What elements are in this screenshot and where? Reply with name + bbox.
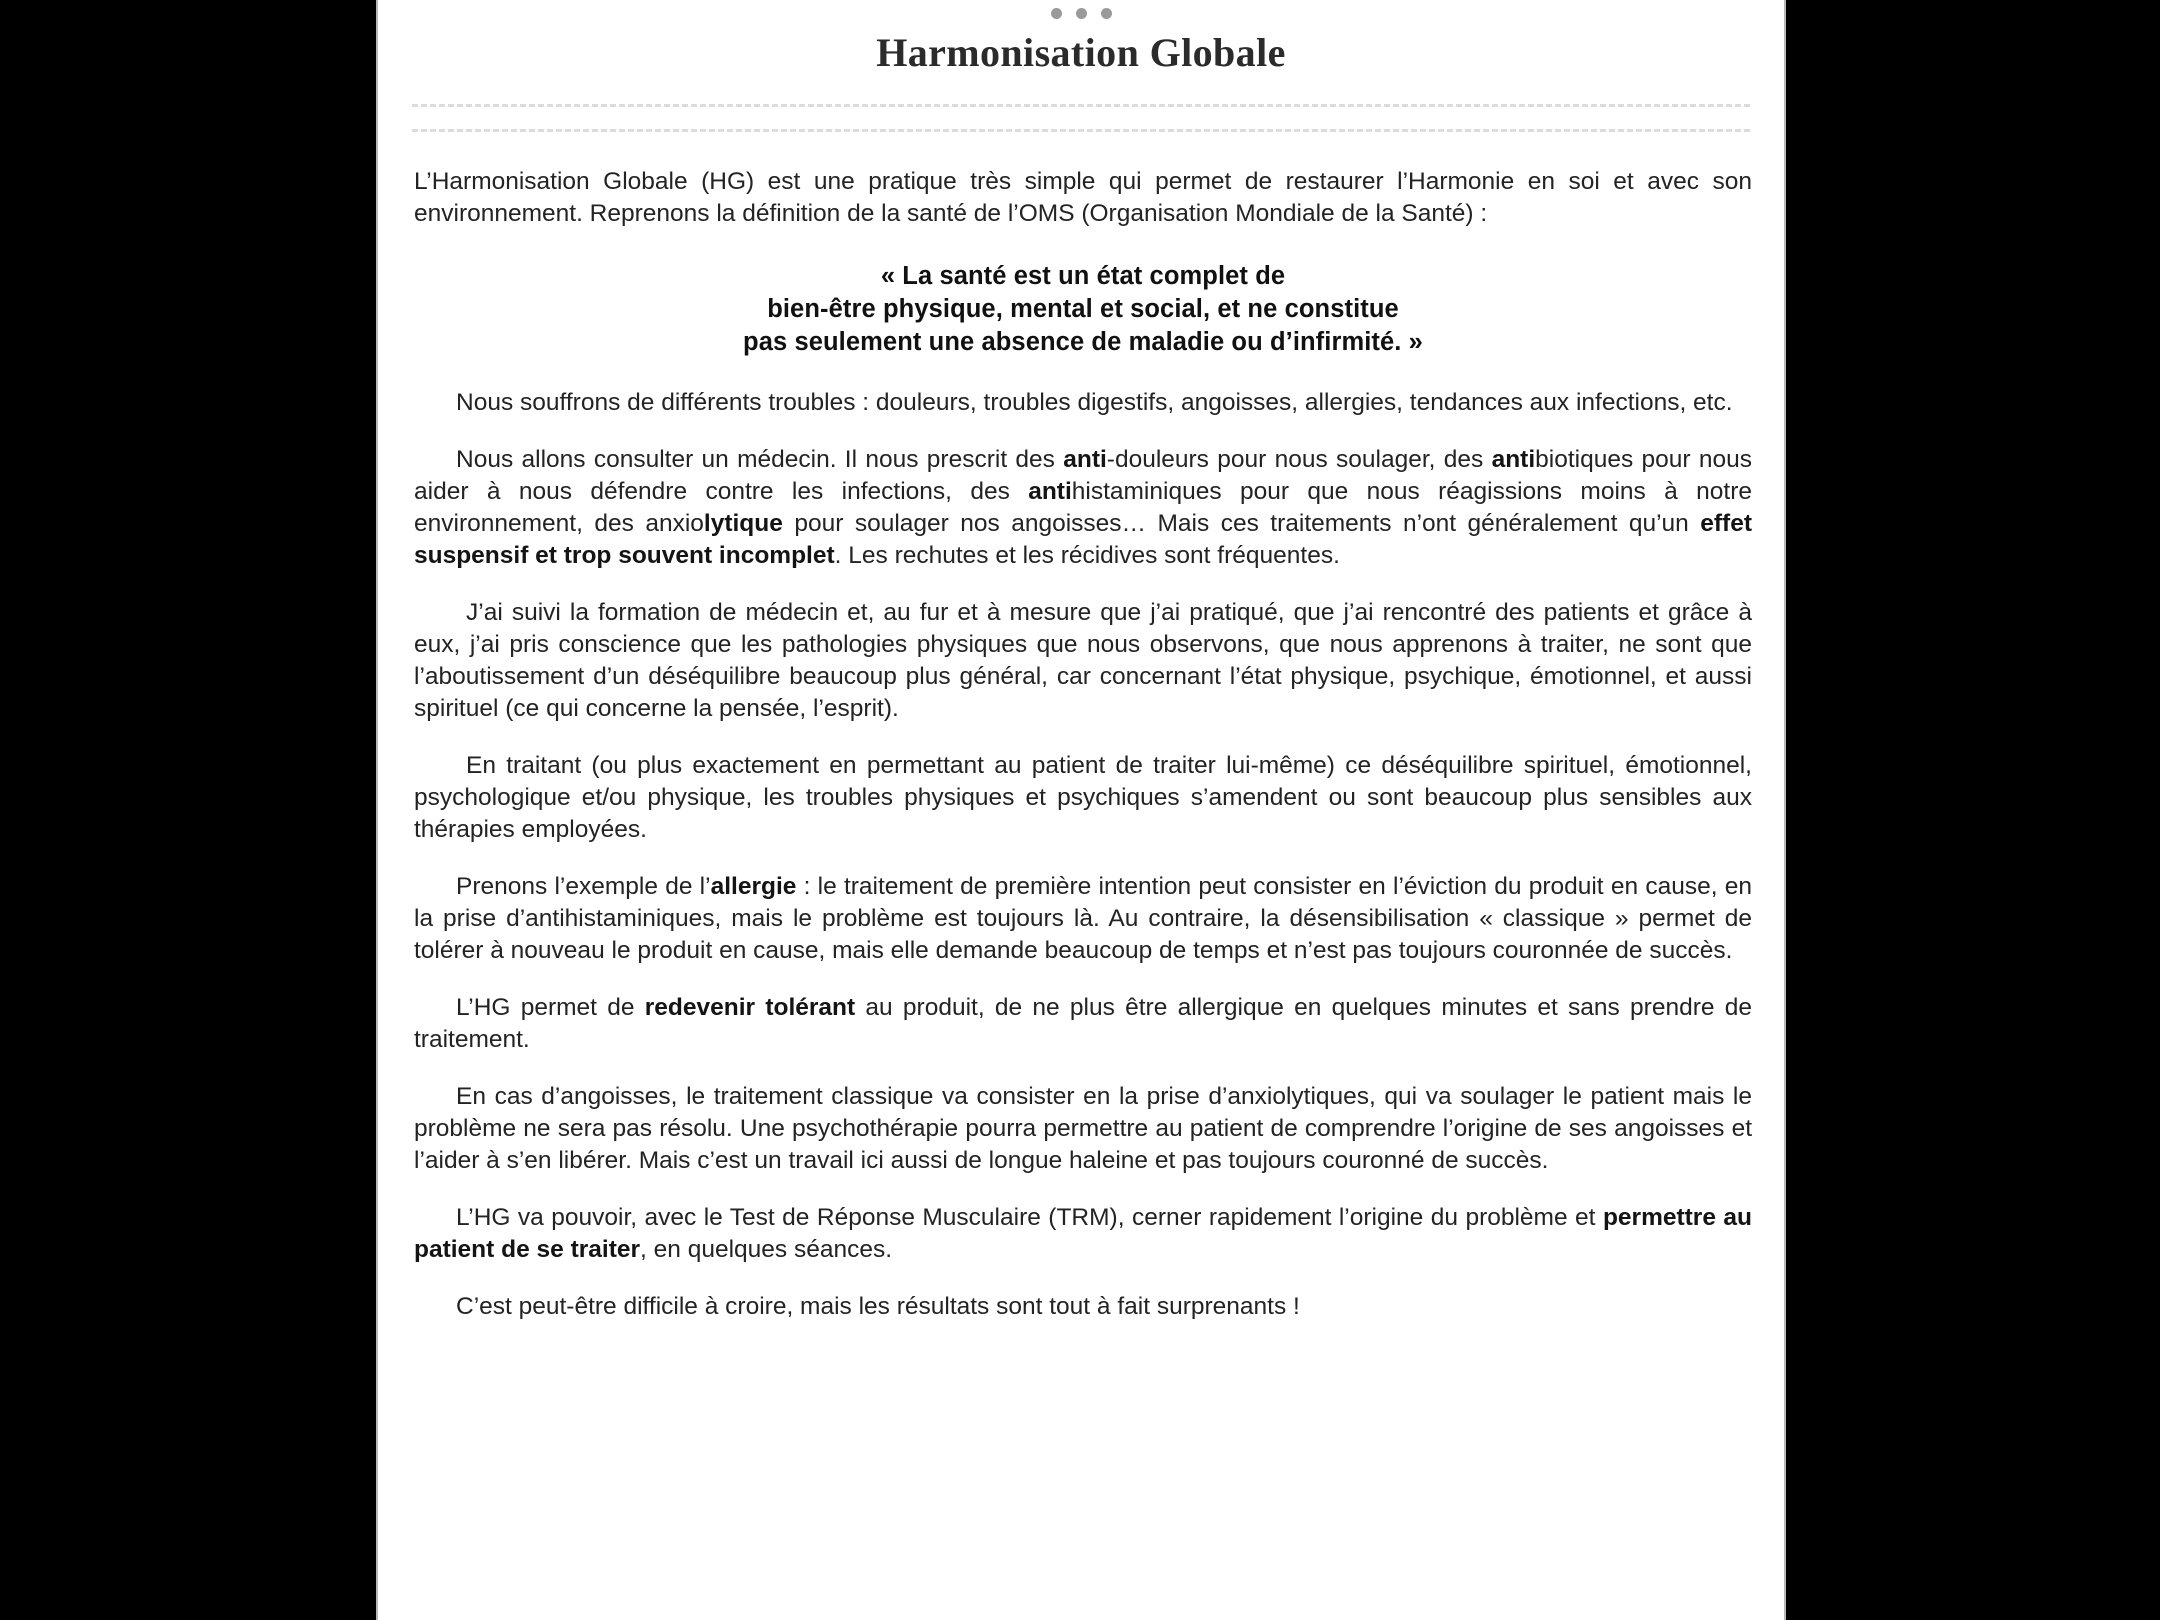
who-definition-quote	[414, 260, 1752, 359]
divider-rule-top	[412, 104, 1750, 107]
quote-line-1: « La santé est un état complet de	[880, 262, 1286, 290]
emphasis-bold: effet suspensif et trop souvent incomplet	[414, 510, 1752, 569]
emphasis-bold: anti	[1063, 446, 1107, 473]
paragraph-angoisses: En cas d’angoisses, le traitement classique va consister en la prise d’anxiolytiques, qui va soulager le patient mais le problème ne sera pas résolu. Une psychothérapie pourra permettre au patient de comprendre l’origine de ses angoisses et l’aider à s’en libérer. Mais c’est un travail ici aussi de longue haleine et pas toujours couronné de succès.	[414, 1083, 1752, 1174]
emphasis-bold: permettre au patient de se traiter	[414, 1204, 1752, 1263]
paragraph-trm: L’HG va pouvoir, avec le Test de Réponse Musculaire (TRM), cerner rapidement l’origine du problème et permettre au patient de se traiter, en quelques séances.	[414, 1204, 1752, 1263]
divider-rule-bottom	[412, 129, 1750, 132]
paragraph-formation: J’ai suivi la formation de médecin et, au fur et à mesure que j’ai pratiqué, que j’ai rencontré des patients et grâce à eux, j’ai pris conscience que les pathologies physiques que nous observons, que nous apprenons à traiter, ne sont que l’aboutissement d’un déséquilibre beaucoup plus général, car concernant l’état physique, psychique, émotionnel, et aussi spirituel (ce qui concerne la pensée, l’esprit).	[414, 599, 1752, 722]
paragraph-conclusion: C’est peut-être difficile à croire, mais les résultats sont tout à fait surprenants !	[456, 1293, 1300, 1320]
letterbox-right	[1786, 0, 2160, 1620]
paragraph-traitant: En traitant (ou plus exactement en permettant au patient de traiter lui-même) ce déséquilibre spirituel, émotionnel, psychologique et/ou physique, les troubles physiques et psychiques s’amendent ou sont beaucoup plus sensibles aux thérapies employées.	[414, 752, 1752, 843]
quote-line-2: bien-être physique, mental et social, et ne constitue	[767, 295, 1399, 323]
header-dividers	[400, 104, 1762, 132]
emphasis-bold: anti	[1028, 478, 1072, 505]
paragraph-tolerant: L’HG permet de redevenir tolérant au produit, de ne plus être allergique en quelques minutes et sans prendre de traitement.	[414, 994, 1753, 1053]
emphasis-bold: allergie	[710, 873, 797, 900]
document-body	[400, 166, 1762, 1323]
dot-icon	[1101, 8, 1112, 19]
dot-icon	[1076, 8, 1087, 19]
quote-line-3: pas seulement une absence de maladie ou d’infirmité. »	[743, 328, 1423, 356]
paragraph-allergie: Prenons l’exemple de l’allergie : le traitement de première intention peut consister en l’éviction du produit en cause, en la prise d’antihistaminiques, mais le problème est toujours là. Au contraire, la désensibilisation « classique » permet de tolérer à nouveau le produit en cause, mais elle demande beaucoup de temps et n’est pas toujours couronnée de succès.	[414, 873, 1752, 964]
emphasis-bold: lytique	[703, 510, 783, 537]
emphasis-bold: anti	[1491, 446, 1536, 473]
dot-icon	[1051, 8, 1062, 19]
document-page	[376, 0, 1786, 1620]
page-title: Harmonisation Globale	[876, 30, 1286, 75]
paragraph-medecin: Nous allons consulter un médecin. Il nous prescrit des anti-douleurs pour nous soulager, des antibiotiques pour nous aider à nous défendre contre les infections, des antihistaminiques pour que nous réagissions moins à notre environnement, des anxiolytique pour soulager nos angoisses… Mais ces traitements n’ont généralement qu’un effet suspensif et trop souvent incomplet. Les rechutes et les récidives sont fréquentes.	[414, 446, 1752, 569]
paragraph-intro: L’Harmonisation Globale (HG) est une pratique très simple qui permet de restaurer l’Harmonie en soi et avec son environnement. Reprenons la définition de la santé de l’OMS (Organisation Mondiale de la Santé) :	[414, 168, 1752, 227]
letterbox-left	[0, 0, 376, 1620]
emphasis-bold: redevenir tolérant	[644, 994, 856, 1021]
paragraph-troubles: Nous souffrons de différents troubles : douleurs, troubles digestifs, angoisses, allergies, tendances aux infections, etc.	[456, 389, 1733, 416]
ornament-dots-icon	[400, 0, 1762, 26]
